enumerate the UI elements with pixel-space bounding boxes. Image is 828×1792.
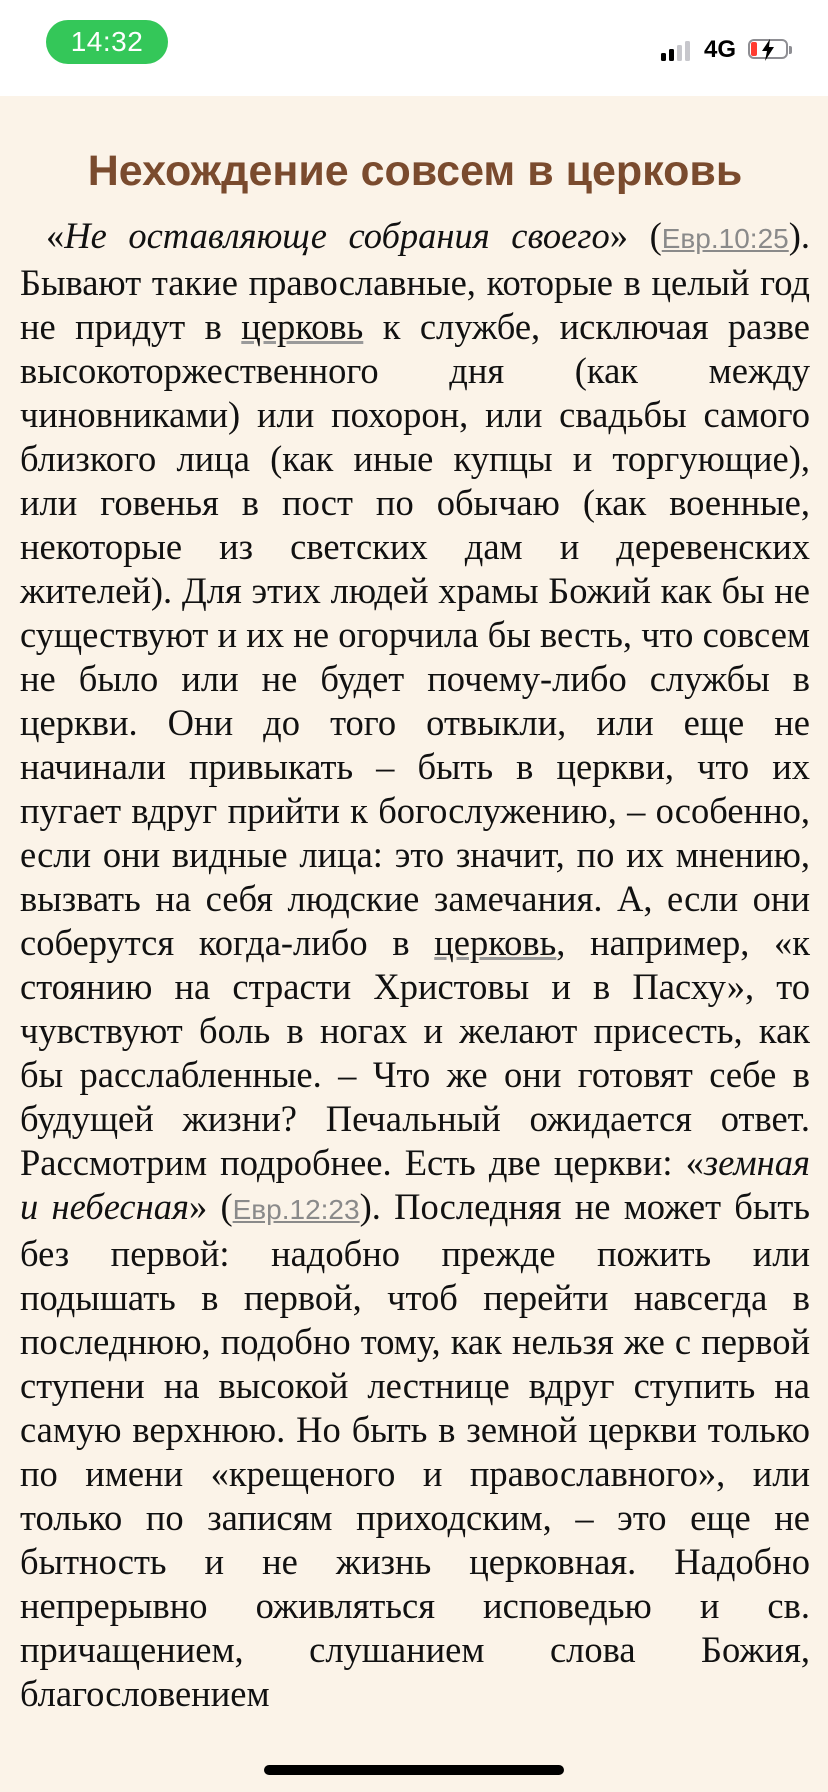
reader-content [20,96,810,1716]
close-quote: » ( [609,215,662,256]
status-indicators [661,36,794,64]
battery-charging-icon [748,39,794,61]
bible-ref-link[interactable]: Евр.10:25 [661,223,789,254]
time-pill[interactable] [46,20,168,64]
status-bar [0,0,828,96]
quote-text: земная и небесная [20,1142,810,1227]
bible-ref-link[interactable]: Евр.12:23 [232,1194,360,1225]
glossary-link-church[interactable]: церковь [241,306,364,347]
open-quote: « [46,215,65,256]
text-segment: ). Последняя не может быть без первой: надобно прежде пожить или подышать в первой, чтоб перейти навсегда в последнюю, подобно тому, как нельзя же с первой ступени на высокой лестнице вдруг ступить на самую верхнюю. Но быть в земной церкви только по имени «крещеного и православного», или только по записям приходским, – это еще не бытность и не жизнь церковная. Надобно непрерывно оживляться исповедью и св. причащением, слушанием слова Божия, благословением [20,1186,810,1714]
text-segment: » ( [188,1186,233,1227]
text-segment: , например, «к стоянию на страсти Христовы и в Пасху», то чувствуют боль в ногах и желают присесть, как бы расслабленные. – Что же они готовят себе в будущей жизни? Печальный ожидается ответ. Рассмотрим подробнее. Есть две церкви: « [20,922,810,1183]
charging-bolt-icon [760,39,776,61]
cellular-signal-icon [661,39,690,61]
home-indicator[interactable] [264,1765,564,1775]
quote-text: Не оставляюще собрания своего [64,215,610,256]
text-segment: ). Бывают такие православные, которые в целый год не придут в [20,215,811,347]
status-time: 14:32 [70,26,144,57]
article-paragraph [20,214,810,1716]
text-segment: к службе, исключая разве высокоторжественного дня (как между чиновниками) или похорон, или свадьбы самого близкого лица (как иные купцы и торгующие), или говенья в пост по обычаю (как военные, некоторые из светских дам и деревенских жителей). Для этих людей храмы Божий как бы не существуют и их не огорчила бы весть, что совсем не было или не будет почему-либо службы в церкви. Они до того отвыкли, или еще не начинали привыкать – быть в церкви, что их пугает вдруг прийти к богослужению, – особенно, если они видные лица: это значит, по их мнению, вызвать на себя людские замечания. А, если они соберутся когда-либо в [20,306,810,963]
section-title: Нехождение совсем в церковь [87,147,743,195]
network-type: 4G [703,36,736,63]
glossary-link-church[interactable]: церковь [434,922,557,963]
